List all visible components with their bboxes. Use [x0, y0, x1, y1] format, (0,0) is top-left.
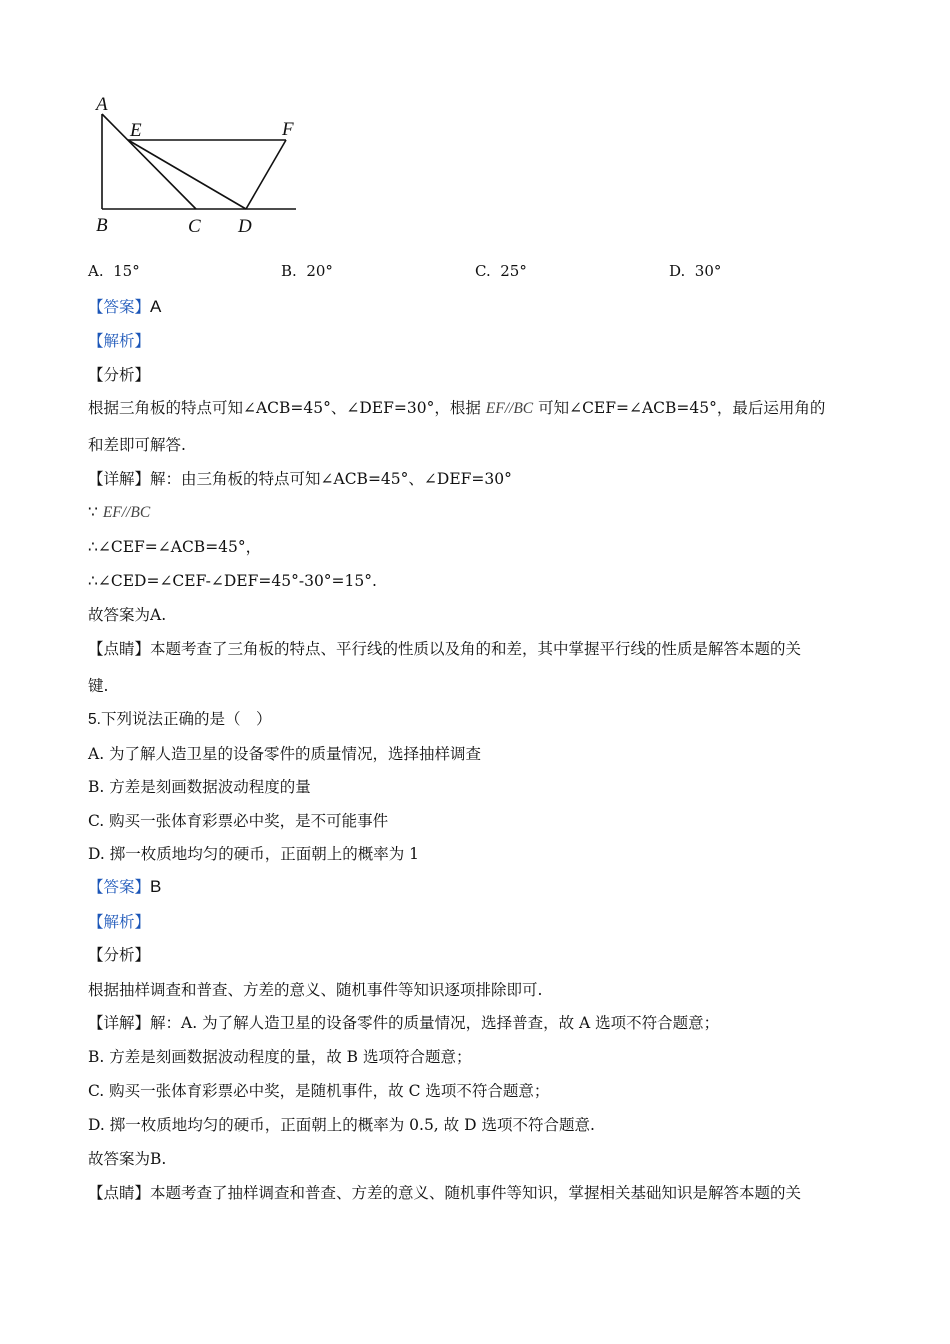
geometry-figure [88, 92, 310, 242]
label-D: D [238, 216, 252, 237]
q4-step2: ∴∠CED=∠CEF-∠DEF=45°-30°=15°. [88, 572, 377, 590]
q5-conclusion: 故答案为B. [88, 1150, 167, 1168]
q5-answer [88, 876, 161, 898]
fenxi-text-b: 可知∠CEF=∠ACB=45°，最后运用角的 [538, 399, 826, 417]
triangle-diagram [88, 92, 310, 242]
xiangjie-tag: 【详解】 [88, 470, 151, 488]
q5-xiangjie-b: B. 方差是刻画数据波动程度的量，故 B 选项符合题意； [88, 1048, 472, 1066]
xiangjie-text: 解：由三角板的特点可知∠ACB=45°、∠DEF=30° [150, 470, 512, 488]
dianjing-tag: 【点睛】 [88, 640, 151, 658]
q5-xiangjie-c: C. 购买一张体育彩票必中奖，是随机事件，故 C 选项不符合题意； [88, 1082, 550, 1100]
because-math: EF//BC [102, 504, 151, 521]
q4-fenxi-line1 [88, 397, 825, 420]
fenxi-math: EF//BC [485, 400, 534, 417]
fenxi-text-a: 根据三角板的特点可知∠ACB=45°、∠DEF=30°，根据 [88, 399, 481, 417]
label-F: F [282, 119, 294, 140]
q4-fenxi-line2: 和差即可解答. [88, 436, 186, 454]
line-AC [102, 114, 196, 209]
q5-option-c: C. 购买一张体育彩票必中奖，是不可能事件 [88, 812, 389, 830]
line-FD [246, 140, 286, 209]
q4-conclusion: 故答案为A. [88, 606, 167, 624]
q5-fenxi-tag: 【分析】 [88, 946, 151, 964]
answer-tag: 【答案】 [88, 298, 151, 316]
q4-dianjing [88, 638, 801, 660]
answer-value: A [150, 297, 162, 316]
dianjing-tag: 【点睛】 [88, 1184, 151, 1202]
q5-option-b: B. 方差是刻画数据波动程度的量 [88, 778, 311, 796]
q5-fenxi-text: 根据抽样调查和普查、方差的意义、随机事件等知识逐项排除即可. [88, 981, 543, 999]
label-B: B [96, 215, 108, 236]
q5-number: 5. [88, 711, 101, 728]
answer-tag: 【答案】 [88, 878, 151, 896]
xiangjie-text: 解：A. 为了解人造卫星的设备零件的质量情况，选择普查，故 A 选项不符合题意； [150, 1014, 720, 1032]
q4-option-d: D. 30° [669, 262, 722, 280]
q4-answer [88, 296, 161, 318]
q4-because-line [88, 501, 150, 524]
q5-xiangjie-d: D. 掷一枚质地均匀的硬币，正面朝上的概率为 0.5, 故 D 选项不符合题意. [88, 1116, 595, 1134]
q5-dianjing [88, 1182, 801, 1204]
line-ED [128, 140, 246, 209]
q4-option-c: C. 25° [475, 262, 527, 280]
q4-dianjing-line2: 键. [88, 677, 109, 695]
because-symbol: ∵ [88, 503, 98, 521]
answer-value: B [150, 877, 162, 896]
q5-stem-text: 下列说法正确的是（ ） [100, 710, 272, 728]
q4-fenxi-tag: 【分析】 [88, 366, 151, 384]
label-C: C [188, 216, 201, 237]
q4-option-b: B. 20° [281, 262, 333, 280]
xiangjie-tag: 【详解】 [88, 1014, 151, 1032]
dianjing-text: 本题考查了抽样调查和普查、方差的意义、随机事件等知识，掌握相关基础知识是解答本题的关 [150, 1184, 802, 1202]
q5-option-a: A. 为了解人造卫星的设备零件的质量情况，选择抽样调查 [88, 745, 482, 763]
q5-stem [88, 708, 271, 731]
label-A: A [96, 94, 108, 115]
q4-analysis-tag: 【解析】 [88, 332, 151, 350]
q5-option-d: D. 掷一枚质地均匀的硬币，正面朝上的概率为 1 [88, 845, 420, 863]
q4-option-a: A. 15° [88, 262, 140, 280]
q5-analysis-tag: 【解析】 [88, 913, 151, 931]
label-E: E [130, 120, 142, 141]
q4-step1: ∴∠CEF=∠ACB=45°， [88, 538, 262, 556]
dianjing-text: 本题考查了三角板的特点、平行线的性质以及角的和差，其中掌握平行线的性质是解答本题的关 [150, 640, 802, 658]
q5-xiangjie-a [88, 1012, 719, 1034]
q4-xiangjie [88, 468, 512, 490]
q4-options [88, 262, 868, 286]
